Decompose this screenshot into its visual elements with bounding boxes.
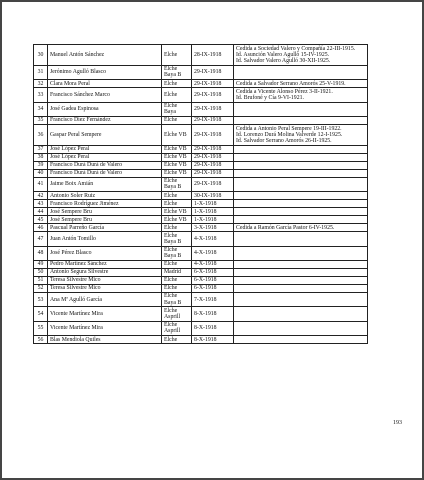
table-row [34,276,368,284]
cell-name-line: Clara Mora Peral [50,80,90,87]
table-row [34,145,368,153]
table-row [34,292,368,306]
cell-number: 38 [34,153,48,161]
cell-place-line: Baya B [164,184,182,191]
cell-place [162,292,192,306]
cell-notes [234,260,368,268]
cell-notes [234,232,368,246]
registry-table [33,44,368,344]
cell-place-line: Baya [164,109,176,116]
cell-notes [234,153,368,161]
cell-place-line: Baya B [164,253,182,260]
cell-name-line: José Sempere Bru [50,208,92,215]
cell-notes-line: Id. Asunción Valero Agulló 15-IV-1925. [236,51,330,58]
cell-date-line: 29-IX-1918 [194,91,222,98]
cell-place [162,224,192,232]
cell-date-line: 29-IX-1918 [194,146,222,153]
cell-date-line: 29-IX-1918 [194,106,222,113]
cell-notes-line: Id. Salvador Valero Agulló 30-XII-1925. [236,58,331,64]
cell-date [192,232,234,246]
cell-name [48,145,162,153]
cell-place-line: Elche [164,91,178,98]
table-row [34,336,368,344]
cell-place [162,116,192,124]
cell-name [48,336,162,344]
table-row [34,102,368,116]
table-row [34,169,368,177]
cell-place [162,232,192,246]
cell-place-line: Baya B [164,72,182,79]
cell-name [48,307,162,321]
cell-place-line: Elche [164,285,178,292]
cell-name [48,232,162,246]
cell-number: 35 [34,116,48,124]
cell-date [192,307,234,321]
cell-date-line: 6-X-1918 [194,277,217,284]
cell-date [192,246,234,260]
cell-name-line: Antonio Segura Silvestre [50,269,109,276]
cell-number: 36 [34,124,48,145]
cell-number: 33 [34,88,48,102]
cell-name [48,169,162,177]
cell-date [192,208,234,216]
cell-number: 51 [34,276,48,284]
cell-place-line: Elche VB [164,131,187,138]
cell-notes [234,224,368,232]
cell-date-line: 28-IX-1918 [194,51,222,58]
cell-place [162,45,192,66]
cell-notes [234,192,368,200]
cell-name [48,200,162,208]
cell-date-line: 6-X-1918 [194,269,217,276]
cell-number: 37 [34,145,48,153]
table-row [34,246,368,260]
table-row [34,216,368,224]
cell-name [48,102,162,116]
cell-date-line: 29-IX-1918 [194,131,222,138]
cell-place [162,169,192,177]
cell-name [48,216,162,224]
cell-notes-line: Cedida a Salvador Serrano Amorós 25-V-1919. [236,80,346,87]
cell-date [192,268,234,276]
cell-place-line: Elche [164,200,178,207]
cell-date [192,124,234,145]
cell-date-line: 8-X-1918 [194,310,217,317]
cell-name-line: José López Peral [50,154,90,161]
cell-date [192,45,234,66]
cell-place [162,284,192,292]
cell-date [192,177,234,191]
cell-place-line: Elche [164,307,178,314]
cell-notes [234,169,368,177]
cell-date [192,260,234,268]
cell-place-line: Madrid [164,269,182,276]
cell-number: 43 [34,200,48,208]
cell-place-line: Elche VB [164,216,187,223]
cell-date [192,102,234,116]
cell-name [48,65,162,79]
cell-name [48,246,162,260]
cell-place [162,102,192,116]
cell-place-line: Baya B [164,299,182,306]
cell-place-line: Elche [164,224,178,231]
cell-name-line: José Pérez Blasco [50,250,92,257]
cell-name-line: Antonio Soler Ruiz [50,192,96,199]
cell-date-line: 3-X-1918 [194,224,217,231]
cell-name [48,260,162,268]
cell-notes [234,116,368,124]
cell-name [48,153,162,161]
cell-name [48,224,162,232]
cell-name [48,45,162,66]
cell-name-line: Francisco Sánchez Marco [50,91,110,98]
cell-name-line: José Sempere Bru [50,216,92,223]
cell-number: 47 [34,232,48,246]
cell-number: 39 [34,161,48,169]
cell-date-line: 29-IX-1918 [194,80,222,87]
cell-date-line: 1-X-1918 [194,200,217,207]
cell-place-line: Elche [164,277,178,284]
cell-number: 50 [34,268,48,276]
cell-name [48,284,162,292]
cell-date [192,80,234,88]
cell-place [162,80,192,88]
cell-date [192,65,234,79]
cell-place-line: Baya B [164,238,182,245]
cell-number: 56 [34,336,48,344]
cell-date [192,153,234,161]
cell-place-line: Elche [164,117,178,124]
table-row [34,284,368,292]
cell-name [48,276,162,284]
cell-place [162,216,192,224]
cell-notes [234,246,368,260]
cell-name-line: Francisco Díez Fernández [50,117,111,124]
cell-place-line: Elche VB [164,208,187,215]
table-row [34,260,368,268]
cell-name-line: Jerónimo Agulló Blasco [50,69,107,76]
cell-place-line: Elche [164,192,178,199]
cell-name-line: Jaime Boix Amián [50,181,94,188]
cell-place-line: Elche [164,322,178,329]
cell-date [192,216,234,224]
cell-number: 42 [34,192,48,200]
cell-place [162,192,192,200]
cell-date-line: 30-IX-1918 [194,192,222,199]
table-row [34,232,368,246]
cell-name-line: Vicente Martínez Mira [50,310,103,317]
cell-notes [234,145,368,153]
cell-place [162,208,192,216]
cell-date [192,116,234,124]
table-row [34,208,368,216]
cell-name-line: Ana Mª Agulló García [50,296,102,303]
table-row [34,153,368,161]
table-row [34,65,368,79]
cell-place-line: Elche [164,336,178,343]
cell-notes-line: Id. Brufoné y Cía 9-VI-1921. [236,94,304,101]
cell-place-line: Elche [164,66,178,73]
cell-date-line: 29-IX-1918 [194,117,222,124]
table-row [34,116,368,124]
cell-place [162,336,192,344]
cell-name [48,268,162,276]
cell-place-line: Elche VB [164,146,187,153]
cell-name-line: Francisco Durá Durá de Valero [50,162,123,169]
table-row [34,192,368,200]
cell-notes-line: Cedida a Vicente Alonso Pérez 3-II-1921. [236,88,333,95]
cell-notes [234,307,368,321]
cell-notes [234,216,368,224]
cell-number: 48 [34,246,48,260]
cell-date [192,284,234,292]
cell-notes [234,292,368,306]
cell-notes [234,336,368,344]
cell-name-line: Pedro Martínez Sánchez [50,261,107,268]
cell-place-line: Elche [164,80,178,87]
cell-number: 52 [34,284,48,292]
cell-name-line: José López Peral [50,146,90,153]
cell-number: 55 [34,321,48,335]
cell-date-line: 29-IX-1918 [194,170,222,177]
table-row [34,307,368,321]
cell-date [192,161,234,169]
cell-date [192,276,234,284]
cell-number: 49 [34,260,48,268]
cell-number: 32 [34,80,48,88]
cell-number: 45 [34,216,48,224]
cell-date-line: 1-X-1918 [194,208,217,215]
table-row [34,177,368,191]
cell-name-line: Juan Antón Tomillo [50,235,96,242]
cell-place-line: Asprill [164,314,181,321]
cell-number: 34 [34,102,48,116]
cell-place [162,177,192,191]
table-row [34,268,368,276]
cell-number: 40 [34,169,48,177]
cell-place-line: Elche [164,247,178,254]
cell-notes [234,102,368,116]
cell-place-line: Elche VB [164,162,187,169]
document-page [2,2,422,478]
cell-number: 44 [34,208,48,216]
cell-date-line: 4-X-1918 [194,250,217,257]
table-row [34,45,368,66]
cell-notes [234,276,368,284]
cell-place [162,260,192,268]
cell-date [192,321,234,335]
cell-name-line: Teresa Silvestre Mico [50,285,101,292]
cell-date [192,88,234,102]
cell-notes-line: Cedida a Antonio Peral Sempere 19-III-1922. [236,125,342,132]
cell-place [162,161,192,169]
cell-place-line: Elche VB [164,170,187,177]
cell-notes-line: Cedida a Ramón García Pastor 6-IV-1925. [236,224,335,231]
cell-name-line: Francisco Durá Durá de Valero [50,170,123,177]
cell-notes [234,65,368,79]
cell-date-line: 4-X-1918 [194,261,217,268]
cell-name-line: Francisco Rodríguez Jiménez [50,200,119,207]
cell-date-line: 8-X-1918 [194,336,217,343]
cell-number: 30 [34,45,48,66]
cell-notes-line: Id. Lorenzo Durá Molina Valverde 12-I-1925. [236,131,343,138]
cell-name-line: Gaspar Peral Sempere [50,131,102,138]
cell-place-line: Elche VB [164,154,187,161]
cell-place [162,276,192,284]
cell-date-line: 4-X-1918 [194,235,217,242]
cell-name [48,161,162,169]
cell-place-line: Elche [164,232,178,239]
cell-place-line: Asprill [164,328,181,335]
cell-name [48,177,162,191]
cell-place-line: Elche [164,293,178,300]
cell-date-line: 1-X-1918 [194,216,217,223]
cell-date [192,169,234,177]
table-row [34,200,368,208]
cell-notes [234,284,368,292]
cell-name [48,321,162,335]
cell-number: 53 [34,292,48,306]
cell-place [162,124,192,145]
cell-place [162,88,192,102]
cell-notes [234,177,368,191]
cell-name [48,124,162,145]
cell-name-line: Pascual Parreño García [50,224,105,231]
cell-notes [234,321,368,335]
cell-notes [234,200,368,208]
cell-name-line: Blas Mendiola Quiles [50,336,101,343]
cell-name [48,292,162,306]
cell-notes [234,80,368,88]
cell-place-line: Elche [164,51,178,58]
cell-notes [234,161,368,169]
cell-number: 54 [34,307,48,321]
cell-date [192,192,234,200]
cell-number: 41 [34,177,48,191]
cell-date-line: 29-IX-1918 [194,162,222,169]
cell-place [162,200,192,208]
cell-name-line: Vicente Martínez Mira [50,325,103,332]
cell-name [48,208,162,216]
cell-date [192,336,234,344]
cell-notes-line: Cedida a Sociedad Valero y Compañía 22-III-1915. [236,45,356,52]
cell-place [162,65,192,79]
cell-notes [234,124,368,145]
table-row [34,80,368,88]
table-row [34,124,368,145]
cell-place [162,321,192,335]
cell-name-line: Teresa Silvestre Mico [50,277,101,284]
cell-date-line: 7-X-1918 [194,296,217,303]
cell-place [162,307,192,321]
table-row [34,321,368,335]
cell-date-line: 8-X-1918 [194,325,217,332]
registry-table-body [34,45,368,344]
cell-place [162,246,192,260]
cell-date-line: 6-X-1918 [194,285,217,292]
table-row [34,161,368,169]
table-row [34,88,368,102]
cell-date [192,292,234,306]
cell-date [192,200,234,208]
cell-place [162,268,192,276]
cell-number: 46 [34,224,48,232]
cell-notes-line: Id. Salvador Serrano Amorós 26-II-1925. [236,137,332,144]
cell-name [48,88,162,102]
table-row [34,224,368,232]
cell-name-line: Manuel Antón Sánchez [50,51,105,58]
cell-place [162,153,192,161]
cell-place-line: Elche [164,178,178,185]
cell-place-line: Elche [164,103,178,110]
cell-notes [234,208,368,216]
cell-name [48,116,162,124]
cell-date-line: 29-IX-1918 [194,181,222,188]
cell-notes [234,88,368,102]
cell-name-line: José Gadea Espinosa [50,106,99,113]
cell-name [48,192,162,200]
cell-notes [234,268,368,276]
cell-name [48,80,162,88]
cell-date [192,224,234,232]
cell-place [162,145,192,153]
cell-notes [234,45,368,66]
page-number: 193 [393,420,402,426]
cell-number: 31 [34,65,48,79]
cell-date [192,145,234,153]
cell-date-line: 29-IX-1918 [194,154,222,161]
cell-place-line: Elche [164,261,178,268]
cell-date-line: 29-IX-1918 [194,69,222,76]
